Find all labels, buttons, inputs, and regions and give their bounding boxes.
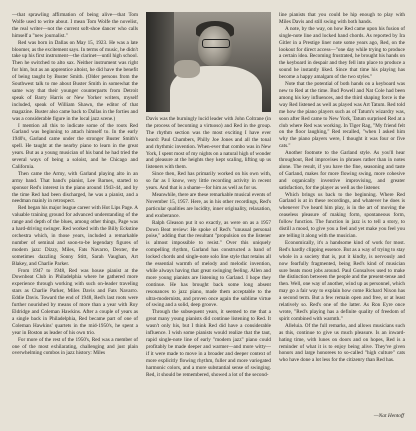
paragraph: Economically, it's a handsome kind of work for most. Red's hardly clipping essence. But as a way of trying to stay whole in a society that is, put it kindly, is nervously and now fearfully fragmented, being Red's kind of musician sure beats most jobs around. Paul Gonsalves used to make the distinction between the people and the present-tense and then. Well, one way of another, wind up as personnel, which may go a fair way to explain how come Richard Nixon has a second term. But a few remain open and free, or at least relatively so. Red's one of the latter. As Ron Eyre once wrote, "Red's playing has a definite quality of freedom of spirit combined with warmth.": [279, 239, 405, 322]
paragraph: Which brings us back to the beginning. Where Red Garland is at in these recordings, and whatever he does is whenever I've heard him play, is in the art of moving the ceaseless pleasure of making form, spontaneous form, follow function. The function in jazz is to tell a story, to distill a mood, to give you a feel and yet make you feel you are telling it along with the musician.: [279, 191, 405, 239]
paragraph: Note that the potential of both hands on a keyboard was new to Red at the time. Bud Powell and Nat Cole had been among his key influences, and the third shaping force is the way Red listened as well as played was Art Tatum. Red told me how the piano players such as of Tatum's wizardry was, soon after Red came to New York, Tatum surprised Red at a club where Red was working. In Tiger Rag, "My friend felt on the floor laughing," Red recalled, "when I asked him why the piano players were, I thought it was four or five cats.": [279, 81, 405, 150]
text-column-1: [12, 12, 138, 421]
paragraph: Since then, Red has primarily worked on his own with, so far as I know, very little recording activity in recent years. And that is a shame—for him as well as for us.: [146, 171, 271, 192]
paragraph: line pianists that you could be hip enough to play with Miles Davis and still swing with both hands.: [279, 12, 405, 25]
paragraph: Then came the Army, with Garland playing alto in an army band. That band's pianist, Lee Barnes, started to sponsor Red's interest in the piano around 1943-44, and by the time Red had been discharged, he was a pianist, and a needman mainly in retrospect.: [12, 170, 138, 205]
paragraph: Meanwhile, there are these remarkable musical events of November 15, 1957. Here, as in his other recordings, Red's particular qualities are lucidity, inner originality, relaxation, and exuberance.: [146, 191, 271, 219]
paragraph: I mention all this to indicate some of the roots Red Garland was beginning to attach himself to. In the early 1940's, Garland came under the stronger Buster Smith's spell. He taught at the nearby piano to learn in the great years. But as a young musician of his band he had tried the several ways of being a soloist, and he Chicago and California.: [12, 122, 138, 170]
paragraph: For more of the rest of the 1950's, Red was a member of one of the most exhilarating, challenging and just plain overwhelming combos in jazz history: Miles: [12, 336, 138, 357]
paragraph: Another footnote to the Garland style. As you'll hear throughout, Red improvises in phrases rather than in notes alone. The result, if you have the fine, seasoning and taste of Garland, makes for more flowing swing, more cohesive and organically inventive improvising, and greater satisfaction, for the player as well as the listener.: [279, 150, 405, 191]
paragraph: Through the subsequent years, it seemed to me that a great many young pianists did continue listening to Red. It wasn't only his, but I think Red did have a considerable influence. I wish some pianists would realize that the taut, rapid single-note line of early "modern jazz" piano could profitably be made deeper and warmer—and more witty—if it were made to move in a broader and deeper context of more explicitly flowing rhythm, fuller and more variegated harmonic colors, and a more substantial sense of swinging. Red, it should be remembered, showed a lot of the second-: [146, 309, 271, 378]
text-column-2: [146, 12, 271, 421]
paragraph: Alleluia. Of the full remarks, and allows musicians such as this, continue to give us much pleasure. Is an inward-hating time, with lunes on doors and on hopes, Red is a reminder of what it is to enjoy being alive. They've given honors and large honorees to so-called "high culture" cats who have done a lot less for the citizenry than Red has.: [279, 322, 405, 364]
paragraph: Red was born in Dallas on May 15, 1923. He was a late bloomer, as the excitement says. In terms of music, he didn't take up his first instrument—the clarinet—until high school. Then he switched to alto sax. Neither instrument was right for him, but as an apprentice altoist, he did have the benefit of being taught by Buster Smith. (Older persons from the Southwest talk to me about Buster Smith in somewhat the same way that their younger counterparts from Detroit speak of Barry Harris or New Yorker writers, myself included, speak of William Shawn, the editor of that magazine. Buster also came back to Dallas in the forties and was a considerable figure in the local jazz scene.): [12, 39, 138, 122]
paragraph: From 1947 to 1948, Red was house pianist at the Downbeat Club in Philadelphia where he gathered more experience through working with such on-leader traveling stars as Charlie Parker, Miles Davis and Fats Navarro. Eddie Davis. Toward the end of 1948, Red's last roots were further nourished by means of more than a year with Roy Eldridge and Coleman Hawkins. After a couple of years as a single back in Philadelphia, Red became part of one of Coleman Hawkins' quartets in the mid-1950's, he spent a year in Boston as leader of his own trio.: [12, 267, 138, 336]
paragraph: A note, by the way, on how Red came upon his fusion of single-note line and locked hand chords. As reported by Ira Gitler in a Prestige liner note some years ago, Red, on the lookout for direct access—"one day while trying to produce a certain idea. Becoming frustrated, he brought his hands on the keyboard in despair and they fell into place to produce a sound he instantly liked. Since that time his playing has become a happy amalgam of the two styles.": [279, 25, 405, 81]
author-signature: —Nat Hentoff: [373, 413, 404, 419]
paragraph: Davis was the burningly lucid leader with John Coltrane (in the process of becoming a virtuoso) and Red in the group. The rhythm section was the most exciting I have ever heard: Paul Chambers, Philly Joe Jones and all the tonal and rhythmic invention. When-ever that combo was in New York, I spent most of my nights on a natural high of wonder and pleasure at the heights they kept scaling, lifting up us listeners with them.: [146, 116, 271, 171]
paragraph: —that sprawling affirmation of being alive—that Tom Wolfe used to write about. I mean Tom Wolfe the novelist, the real writer—not the current soft-shoe dancer who calls himself a "new journalist.": [12, 12, 138, 39]
paragraph: Ralph Gleason put it so exactly, as were on as a 1957 Down Beat review: He spoke of Red's "unusual personal poise," adding that the resultant "propulsion on the listener is almost impossible to resist." Over this uniquely compelling rhythm, Garland has constructed a band of locked chords and single-note solo line style that retains all the essential warmth of melody and melodic invention, while always having that great swinging feeling. Allen and more young pianists are listening to Garland. I hope they continue. He has brought back some long absent resonances to jazz piano, made them acceptable to the ultra-modernists, and proven once again the sublime virtue of swing and a solid, deep groove.: [146, 219, 271, 309]
text-column-3: [279, 12, 405, 421]
paragraph: Red began his major league career with Hot Lips Page. A valuable training ground for advanced understanding of the range and depth of the blues, among other things, Page was a hard-driving swinger. Red worked with the Billy Eckstine orchestra which, in those years, included a remarkable number of seminal and soon-to-be legendary figures of modern jazz: Dizzy, Miles, Fats Navarro, Dexter, the sometimes dazzling Sonny Stitt, Sarah Vaughan, Art Blakey, and Charlie Parker.: [12, 205, 138, 267]
